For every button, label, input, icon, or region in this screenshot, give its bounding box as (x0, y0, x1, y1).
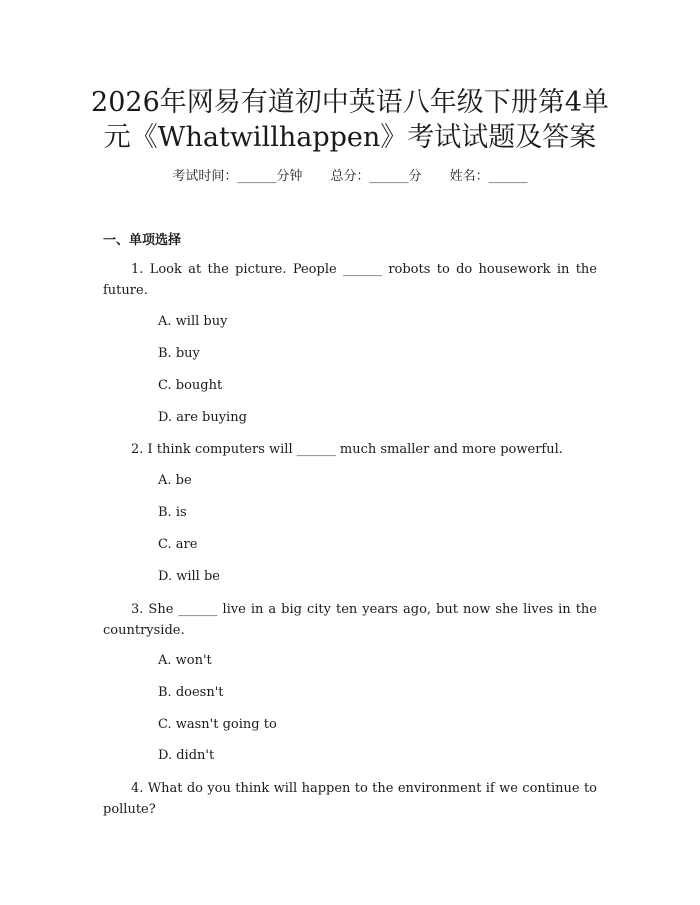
q2-option-a: A. be (158, 473, 192, 488)
q1-option-b: B. buy (158, 346, 200, 361)
section-heading: 一、单项选择 (103, 233, 182, 248)
q1-option-c: C. bought (158, 378, 223, 393)
exam-score: 总分：______分 (330, 169, 422, 184)
exam-name: 姓名：______ (449, 169, 528, 184)
question-4: 4. What do you think will happen to the environment if we continue to pollute? (103, 781, 597, 817)
q1-option-d: D. are buying (158, 410, 247, 425)
q3-option-d: D. didn't (158, 748, 215, 763)
q3-option-c: C. wasn't going to (158, 717, 277, 732)
question-3: 3. She ______ live in a big city ten years ago, but now she lives in the countryside. (103, 602, 597, 638)
q1-option-a: A. will buy (158, 314, 228, 329)
page-title-line-2: 元《Whatwillhappen》考试试题及答案 (103, 122, 597, 153)
q3-option-a: A. won't (158, 653, 212, 668)
q2-option-c: C. are (158, 537, 198, 552)
q3-option-b: B. doesn't (158, 685, 224, 700)
question-2: 2. I think computers will ______ much smaller and more powerful. (131, 442, 563, 457)
exam-time: 考试时间：______分钟 (172, 169, 303, 184)
q2-option-b: B. is (158, 505, 187, 520)
exam-meta (0, 167, 700, 187)
q2-option-d: D. will be (158, 569, 220, 584)
question-1: 1. Look at the picture. People ______ robots to do housework in the future. (103, 262, 597, 298)
page-title-line-1: 2026年网易有道初中英语八年级下册第4单 (91, 87, 609, 118)
